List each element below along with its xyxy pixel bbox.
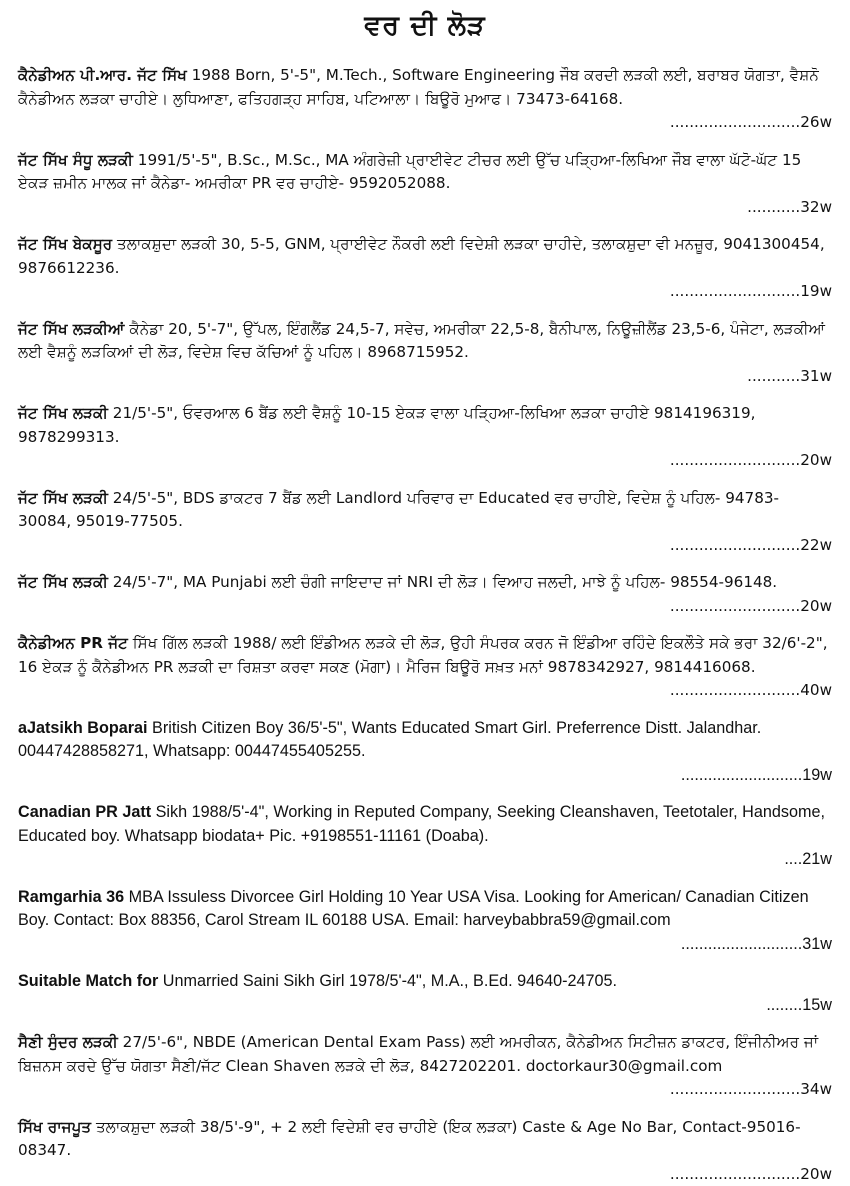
ad-word-count: ...........................20w (18, 595, 832, 619)
classified-ad (18, 318, 832, 389)
ad-body: 1991/5'-5", B.Sc., M.Sc., MA ਅੰਗਰੇਜ਼ੀ ਪ੍ਰਾਈਵੇਟ ਟੀਚਰ ਲਈ ਉੱਚ ਪੜ੍ਹਿਆ-ਲਿਖਿਆ ਜੌਬ ਵਾਲਾ ਘੱਟੋ-ਘੱਟ 15 ਏਕੜ ਜ਼ਮੀਨ ਮਾਲਕ ਜਾਂ ਕੈਨੇਡਾ- ਅਮਰੀਕਾ PR ਵਰ ਚਾਹੀਏ- 9592052088. (18, 151, 801, 193)
classified-ad (18, 487, 832, 558)
ad-lead: aJatsikh Boparai (18, 719, 148, 737)
ad-lead: ਜੱਟ ਸਿੱਖ ਲੜਕੀਆਂ (18, 320, 125, 338)
ad-word-count: ...........................31w (18, 933, 832, 957)
classified-ad (18, 64, 832, 135)
ad-word-count: ...........................19w (18, 280, 832, 304)
page-title: ਵਰ ਦੀ ਲੋੜ (18, 10, 832, 42)
classified-ad (18, 717, 832, 788)
ad-lead: Ramgarhia 36 (18, 888, 124, 906)
ad-lead: ਸਿੱਖ ਰਾਜਪੂਤ (18, 1118, 91, 1136)
ad-word-count: ...........................22w (18, 534, 832, 558)
ad-body: ਤਲਾਕਸ਼ੁਦਾ ਲੜਕੀ 38/5'-9", + 2 ਲਈ ਵਿਦੇਸ਼ੀ ਵਰ ਚਾਹੀਏ (ਇਕ ਲੜਕਾ) Caste & Age No Bar, Contact-95016-08347. (18, 1118, 801, 1160)
ad-lead: ਕੈਨੇਡੀਅਨ PR ਜੱਟ (18, 634, 128, 652)
classified-ad (18, 1031, 832, 1102)
classified-ad (18, 402, 832, 473)
ad-lead: ਜੱਟ ਸਿੱਖ ਸੰਧੂ ਲੜਕੀ (18, 151, 133, 169)
ad-word-count: ...........................34w (18, 1078, 832, 1102)
classified-ad (18, 571, 832, 618)
ad-word-count: ...........................19w (18, 764, 832, 788)
ad-body: British Citizen Boy 36/5'-5", Wants Educated Smart Girl. Preferrence Distt. Jalandhar. 00447428858271, Whatsapp: 00447455405255. (18, 719, 761, 761)
classified-ad (18, 886, 832, 957)
ad-word-count: ...........................20w (18, 1163, 832, 1186)
classified-ad (18, 1116, 832, 1186)
ad-word-count: ...........................40w (18, 679, 832, 703)
ad-body: Sikh 1988/5'-4", Working in Reputed Company, Seeking Cleanshaven, Teetotaler, Handsome, Educated boy. Whatsapp biodata+ Pic. +9198551-11161 (Doaba). (18, 803, 825, 845)
ad-lead: ਕੈਨੇਡੀਅਨ ਪੀ.ਆਰ. ਜੱਟ ਸਿੱਖ (18, 66, 187, 84)
ad-word-count: ...........31w (18, 365, 832, 389)
classified-ad (18, 801, 832, 872)
classified-ad (18, 233, 832, 304)
ad-lead: ਜੱਟ ਸਿੱਖ ਲੜਕੀ (18, 573, 108, 591)
ad-body: 24/5'-5", BDS ਡਾਕਟਰ 7 ਬੈਂਡ ਲਈ Landlord ਪਰਿਵਾਰ ਦਾ Educated ਵਰ ਚਾਹੀਏ, ਵਿਦੇਸ਼ ਨੂੰ ਪਹਿਲ- 94783-30084, 95019-77505. (18, 489, 779, 531)
ad-body: ਤਲਾਕਸ਼ੁਦਾ ਲੜਕੀ 30, 5-5, GNM, ਪ੍ਰਾਈਵੇਟ ਨੌਕਰੀ ਲਈ ਵਿਦੇਸ਼ੀ ਲੜਕਾ ਚਾਹੀਦੇ, ਤਲਾਕਸ਼ੁਦਾ ਵੀ ਮਨਜ਼ੂਰ, 9041300454, 9876612236. (18, 235, 825, 277)
ad-body: MBA Issuless Divorcee Girl Holding 10 Year USA Visa. Looking for American/ Canadian Citizen Boy. Contact: Box 88356, Carol Stream IL 60188 USA. Email: harveybabbra59@gmail.com (18, 888, 809, 930)
ad-lead: Suitable Match for (18, 972, 158, 990)
ad-lead: ਜੱਟ ਸਿੱਖ ਲੜਕੀ (18, 404, 108, 422)
ad-word-count: ....21w (18, 848, 832, 872)
classified-ad (18, 970, 832, 1017)
ad-word-count: ...........................20w (18, 449, 832, 473)
ad-body: 1988 Born, 5'-5", M.Tech., Software Engineering ਜੌਬ ਕਰਦੀ ਲੜਕੀ ਲਈ, ਬਰਾਬਰ ਯੋਗਤਾ, ਵੈਸ਼ਨੋ ਕੈਨੇਡੀਅਨ ਲੜਕਾ ਚਾਹੀਏ। ਲੁਧਿਆਣਾ, ਫਤਿਹਗੜ੍ਹ ਸਾਹਿਬ, ਪਟਿਆਲਾ। ਬਿਊਰੋ ਮੁਆਫ। 73473-64168. (18, 66, 819, 108)
ad-lead: Canadian PR Jatt (18, 803, 151, 821)
ad-body: 21/5'-5", ਓਵਰਆਲ 6 ਬੈਂਡ ਲਈ ਵੈਸ਼ਨੂੰ 10-15 ਏਕੜ ਵਾਲਾ ਪੜ੍ਹਿਆ-ਲਿਖਿਆ ਲੜਕਾ ਚਾਹੀਏ 9814196319, 9878299313. (18, 404, 755, 446)
ad-body: 27/5'-6", NBDE (American Dental Exam Pass) ਲਈ ਅਮਰੀਕਨ, ਕੈਨੇਡੀਅਨ ਸਿਟੀਜ਼ਨ ਡਾਕਟਰ, ਇੰਜੀਨੀਅਰ ਜਾਂ ਬਿਜ਼ਨਸ ਕਰਦੇ ਉੱਚ ਯੋਗਤਾ ਸੈਣੀ/ਜੱਟ Clean Shaven ਲੜਕੇ ਦੀ ਲੋੜ, 8427202201. doctorkaur30@gmail.com (18, 1033, 818, 1075)
ad-body: ਸਿੱਖ ਗਿੱਲ ਲੜਕੀ 1988/ ਲਈ ਇੰਡੀਅਨ ਲੜਕੇ ਦੀ ਲੋੜ, ਉਹੀ ਸੰਪਰਕ ਕਰਨ ਜੋ ਇੰਡੀਆ ਰਹਿੰਦੇ ਇਕਲੌਤੇ ਸਕੇ ਭਰਾ 32/6'-2", 16 ਏਕੜ ਨੂੰ ਕੈਨੇਡੀਅਨ PR ਲੜਕੀ ਦਾ ਰਿਸ਼ਤਾ ਕਰਵਾ ਸਕਣ (ਮੋਗਾ)। ਮੈਰਿਜ ਬਿਊਰੋ ਸਖ਼ਤ ਮਨਾਂ 9878342927, 9814416068. (18, 634, 828, 676)
ad-body: Unmarried Saini Sikh Girl 1978/5'-4", M.A., B.Ed. 94640-24705. (158, 972, 617, 990)
ad-lead: ਸੈਣੀ ਸੁੰਦਰ ਲੜਕੀ (18, 1033, 118, 1051)
ad-lead: ਜੱਟ ਸਿੱਖ ਬੇਕਸੂਰ (18, 235, 112, 253)
classified-ad (18, 632, 832, 703)
ad-body: 24/5'-7", MA Punjabi ਲਈ ਚੰਗੀ ਜਾਇਦਾਦ ਜਾਂ NRI ਦੀ ਲੋੜ। ਵਿਆਹ ਜਲਦੀ, ਮਾਝੇ ਨੂੰ ਪਹਿਲ- 98554-96148. (108, 573, 777, 591)
ad-body: ਕੈਨੇਡਾ 20, 5'-7", ਉੱਪਲ, ਇੰਗਲੈਂਡ 24,5-7, ਸਵੇਚ, ਅਮਰੀਕਾ 22,5-8, ਬੈਨੀਪਾਲ, ਨਿਊਜ਼ੀਲੈਂਡ 23,5-6, ਪੰਜੇਟਾ, ਲੜਕੀਆਂ ਲਈ ਵੈਸ਼ਨੂੰ ਲੜਕਿਆਂ ਦੀ ਲੋੜ, ਵਿਦੇਸ਼ ਵਿਚ ਕੱਚਿਆਂ ਨੂੰ ਪਹਿਲ। 8968715952. (18, 320, 825, 362)
ad-word-count: ...........32w (18, 196, 832, 220)
ad-word-count: ...........................26w (18, 111, 832, 135)
classified-ad (18, 149, 832, 220)
ad-lead: ਜੱਟ ਸਿੱਖ ਲੜਕੀ (18, 489, 108, 507)
ad-word-count: ........15w (18, 994, 832, 1018)
